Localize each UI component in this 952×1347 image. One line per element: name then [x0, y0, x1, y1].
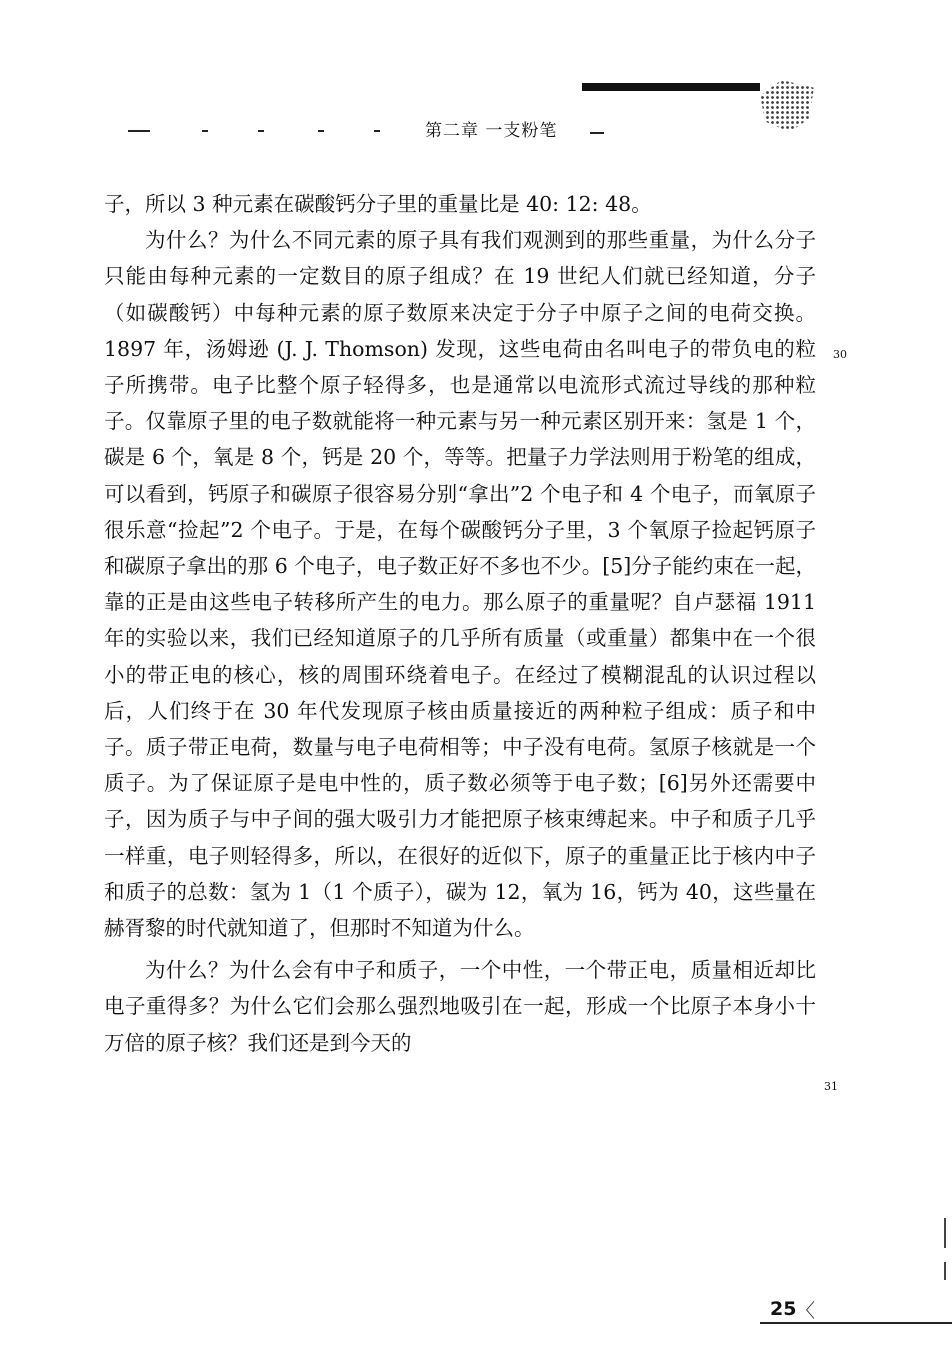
header-ornament [760, 80, 814, 132]
paragraph-3: 为什么？为什么会有中子和质子，一个中性，一个带正电，质量相近却比电子重得多？为什么它们会那么强烈地吸引在一起，形成一个比原子本身小十万倍的原子核？我们还是到今天的 [104, 958, 816, 1055]
header-dashes [128, 118, 408, 132]
footer-rule [760, 1322, 952, 1324]
page-number: 25 [770, 1298, 797, 1320]
edge-mark [944, 1262, 946, 1280]
running-head: 第二章 一支粉笔 [425, 121, 558, 141]
margin-number-30: 30 [833, 348, 847, 361]
header-decorative-bar [582, 83, 760, 91]
edge-mark [944, 1218, 946, 1248]
paragraph-2: 为什么？为什么不同元素的原子具有我们观测到的那些重量，为什么分子只能由每种元素的一定数目的原子组成？在 19 世纪人们就已经知道，分子（如碳酸钙）中每种元素的原子数原来决定于分子中原子之间的电荷交换。1897 年，汤姆逊 (J. J. Thomson) 发现，这些电荷由名叫电子的带负电的粒子所携带。电子比整个原子轻得多，也是通常以电流形式流过导线的那种粒子。仅靠原子里的电子数就能将一种元素与另一种元素区别开来：氢是 1 个，碳是 6 个，氧是 8 个，钙是 20 个，等等。把量子力学法则用于粉笔的组成，可以看到，钙原子和碳原子很容易分别“拿出”2 个电子和 4 个电子，而氧原子很乐意“捡起”2 个电子。于是，在每个碳酸钙分子里，3 个氧原子捡起钙原子和碳原子拿出的那 6 个电子，电子数正好不多也不少。[5]分子能约束在一起，靠的正是由这些电子转移所产生的电力。那么原子的重量呢？自卢瑟福 1911 年的实验以来，我们已经知道原子的几乎所有质量（或重量）都集中在一个很小的带正电的核心，核的周围环绕着电子。在经过了模糊混乱的认识过程以后，人们终于在 30 年代发现原子核由质量接近的两种粒子组成：质子和中子。质子带正电荷，数量与电子电荷相等；中子没有电荷。氢原子核就是一个质子。为了保证原子是电中性的，质子数必须等于电子数；[6]另外还需要中子，因为质子与中子间的强大吸引力才能把原子核束缚起来。中子和质子几乎一样重，电子则轻得多，所以，在很好的近似下，原子的重量正比于核内中子和质子的总数：氢为 1（1 个质子），碳为 12，氧为 16，钙为 40，这些量在赫胥黎的时代就知道了，但那时不知道为什么。 [104, 228, 816, 941]
paragraph-1: 子，所以 3 种元素在碳酸钙分子里的重量比是 40: 12: 48。 [104, 192, 652, 216]
page-number-bracket: 〈 [796, 1300, 816, 1322]
margin-number-31: 31 [824, 1080, 838, 1093]
body-text [104, 186, 816, 1061]
running-head-rule [590, 132, 604, 134]
